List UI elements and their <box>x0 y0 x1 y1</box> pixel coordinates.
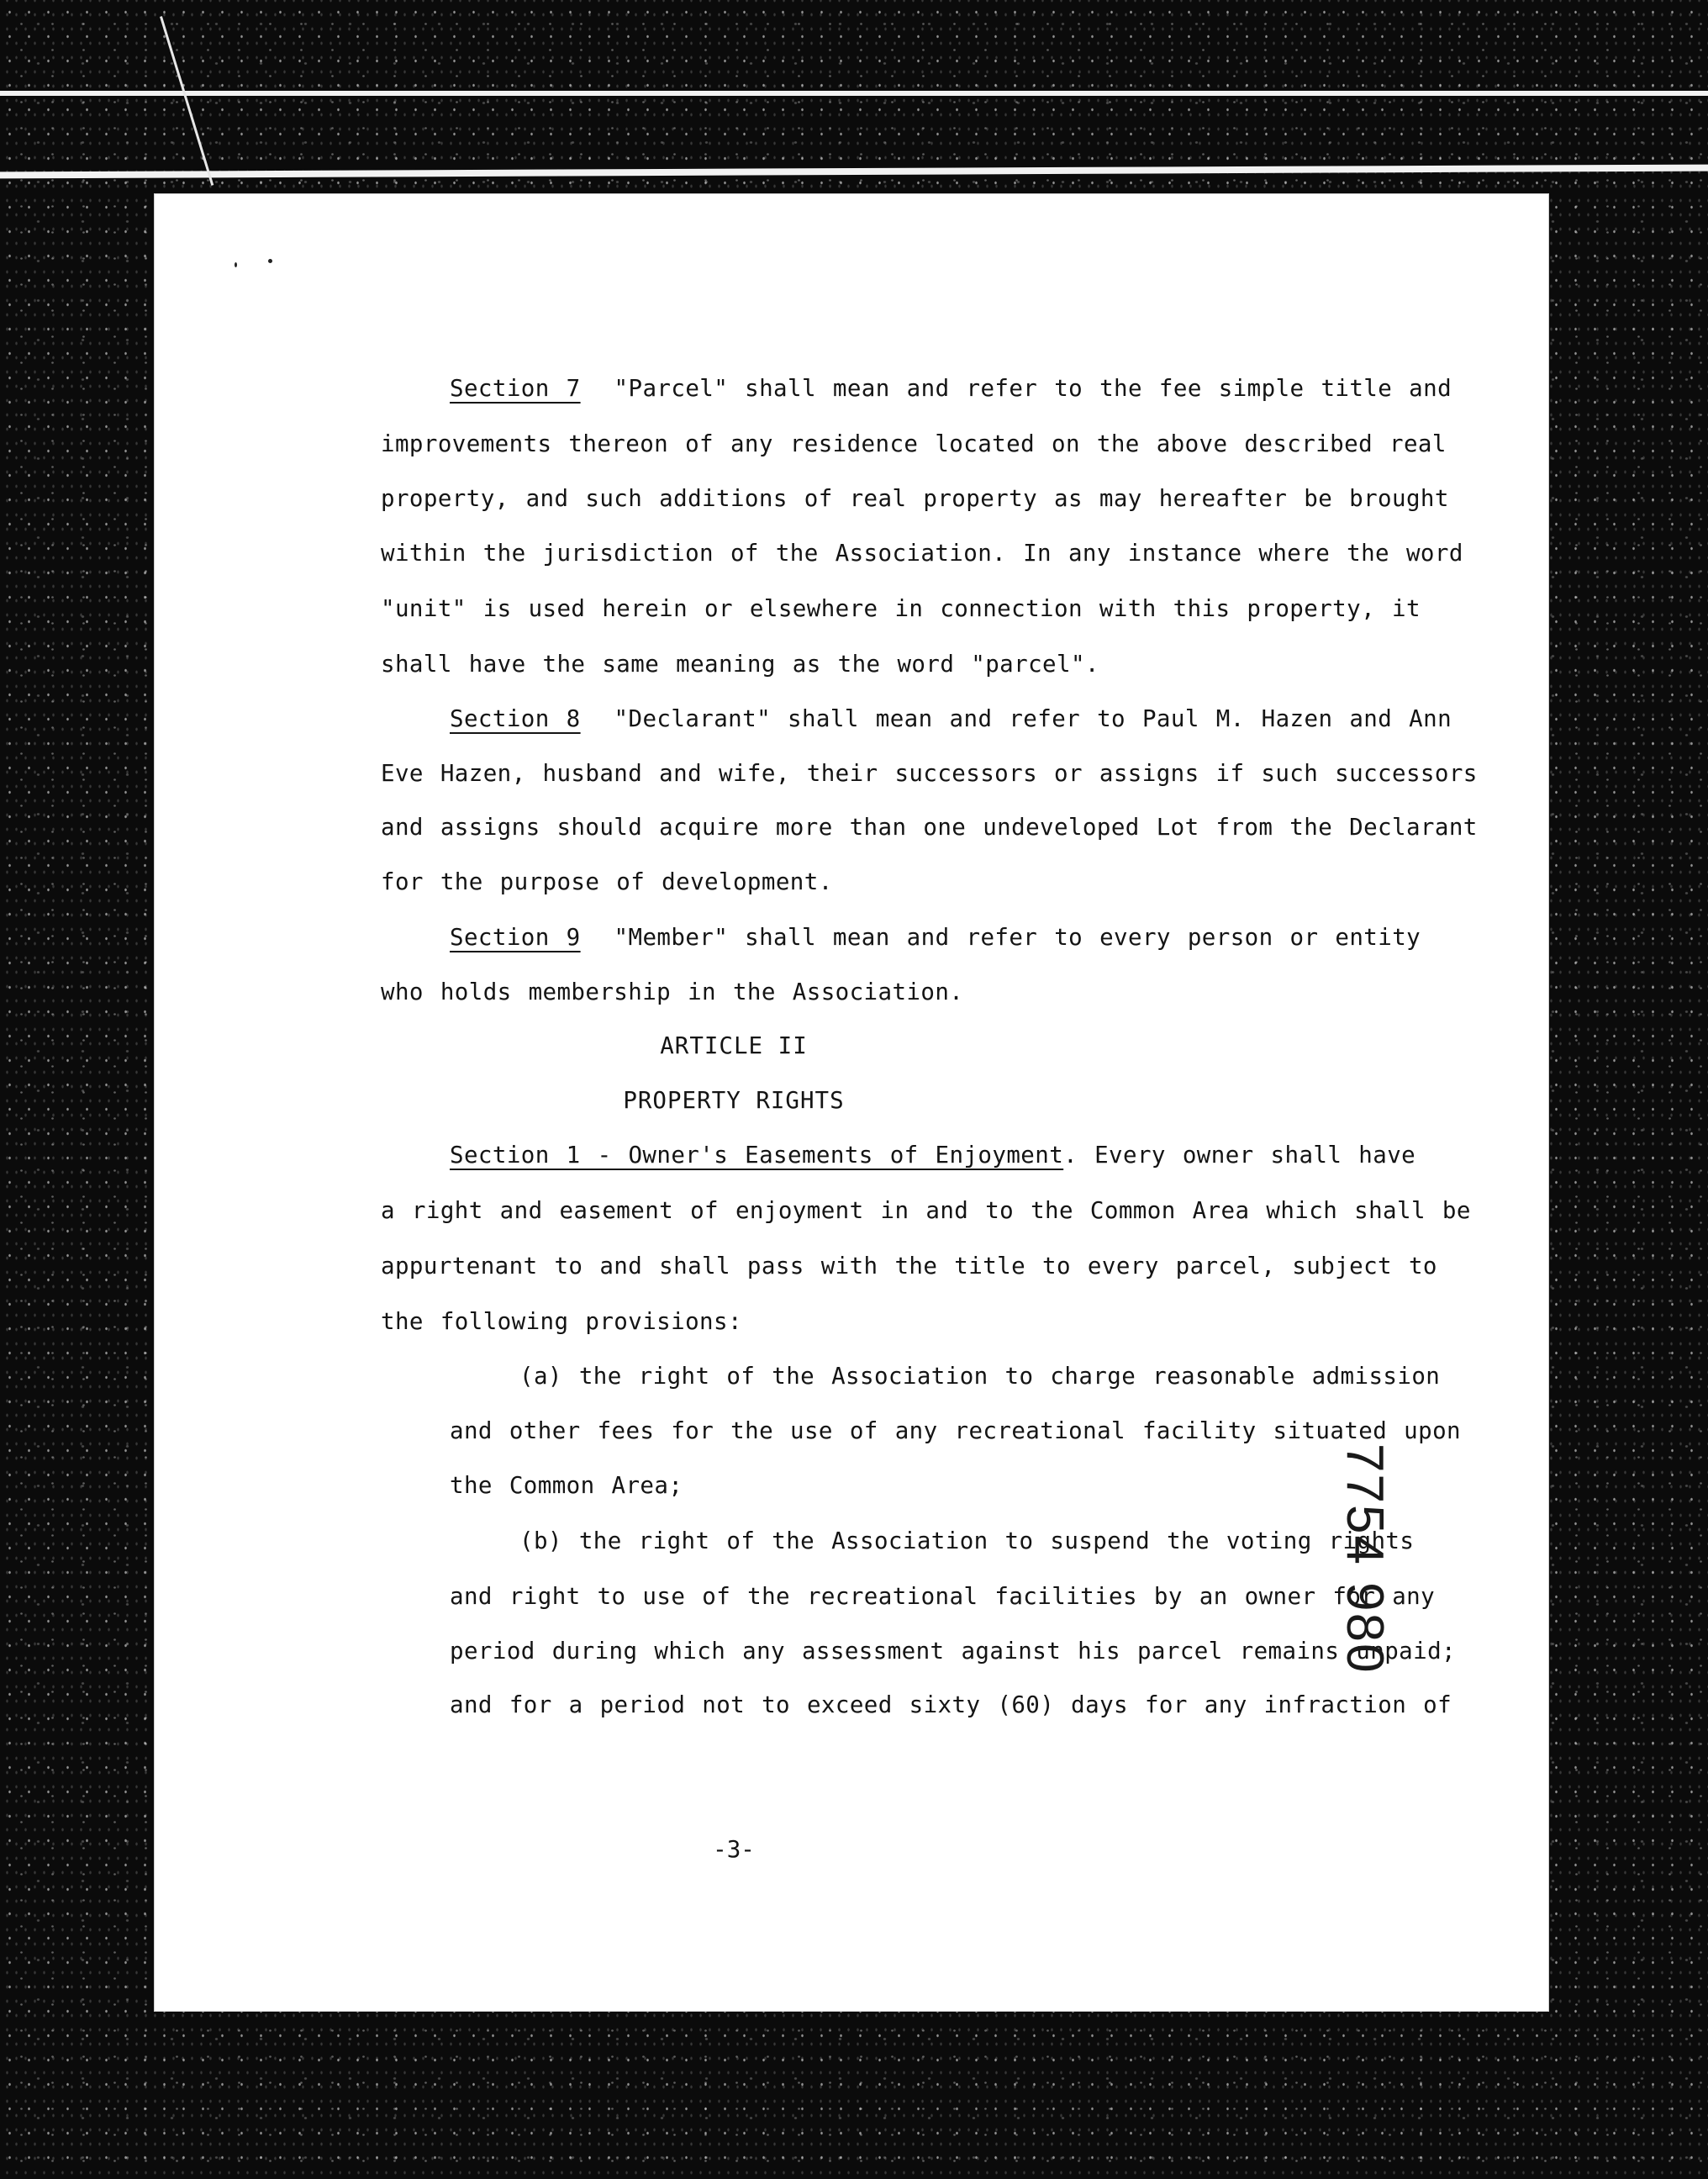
section-1-text: . Every owner shall have <box>1063 1142 1416 1169</box>
section-7-heading: Section 7 <box>450 375 581 402</box>
section-8-text: "Declarant" shall mean and refer to Paul M. Hazen and Ann <box>614 705 1452 732</box>
section-8-line: Eve Hazen, husband and wife, their successors or assigns if such successors <box>381 760 1478 787</box>
provision-a-line: the Common Area; <box>450 1472 683 1499</box>
section-7-line: "unit" is used herein or elsewhere in connection with this property, it <box>381 595 1421 622</box>
section-7-text: "Parcel" shall mean and refer to the fee simple title and <box>614 375 1452 402</box>
provision-b-line: and right to use of the recreational facilities by an owner for any <box>450 1583 1436 1610</box>
section-9-line: who holds membership in the Association. <box>381 979 964 1005</box>
article-title: PROPERTY RIGHTS <box>623 1087 845 1114</box>
article-number: ARTICLE II <box>660 1032 808 1059</box>
section-1-line: the following provisions: <box>381 1308 742 1335</box>
provision-a-line: and other fees for the use of any recreational facility situated upon <box>450 1417 1461 1444</box>
provision-b-line: and for a period not to exceed sixty (60) days for any infraction of <box>450 1691 1452 1718</box>
section-1-heading: Section 1 - Owner's Easements of Enjoyment <box>450 1142 1064 1169</box>
section-8-line: and assigns should acquire more than one undeveloped Lot from the Declarant <box>381 814 1478 841</box>
scan-border-rule-lower <box>0 165 1708 179</box>
document-page <box>154 193 1549 2012</box>
provision-b-line: period during which any assessment against his parcel remains unpaid; <box>450 1638 1456 1665</box>
section-1-first-line <box>450 1141 1415 1169</box>
scan-border-rule-top <box>0 91 1708 96</box>
section-1-line: appurtenant to and shall pass with the title to every parcel, subject to <box>381 1253 1437 1279</box>
scan-speck <box>268 259 272 263</box>
section-8-first-line <box>450 704 1452 733</box>
provision-b-first-line: (b) the right of the Association to suspend the voting rights <box>519 1527 1415 1554</box>
section-7-first-line <box>450 374 1452 403</box>
section-8-line: for the purpose of development. <box>381 868 833 895</box>
section-1-line: a right and easement of enjoyment in and to the Common Area which shall be <box>381 1197 1471 1224</box>
section-9-heading: Section 9 <box>450 924 581 951</box>
scan-streak <box>160 16 214 186</box>
section-8-heading: Section 8 <box>450 705 581 732</box>
recording-stamp: 7754 980 <box>1336 1443 1394 1675</box>
section-7-line: improvements thereon of any residence located on the above described real <box>381 430 1447 457</box>
section-9-first-line <box>450 923 1421 952</box>
section-7-line: shall have the same meaning as the word "parcel". <box>381 651 1099 678</box>
provision-a-first-line: (a) the right of the Association to charge reasonable admission <box>519 1363 1441 1390</box>
section-9-text: "Member" shall mean and refer to every person or entity <box>614 924 1421 951</box>
section-7-line: within the jurisdiction of the Association. In any instance where the word <box>381 540 1463 567</box>
section-7-line: property, and such additions of real property as may hereafter be brought <box>381 485 1449 512</box>
page-number: -3- <box>713 1836 755 1863</box>
scan-speck <box>235 262 237 267</box>
